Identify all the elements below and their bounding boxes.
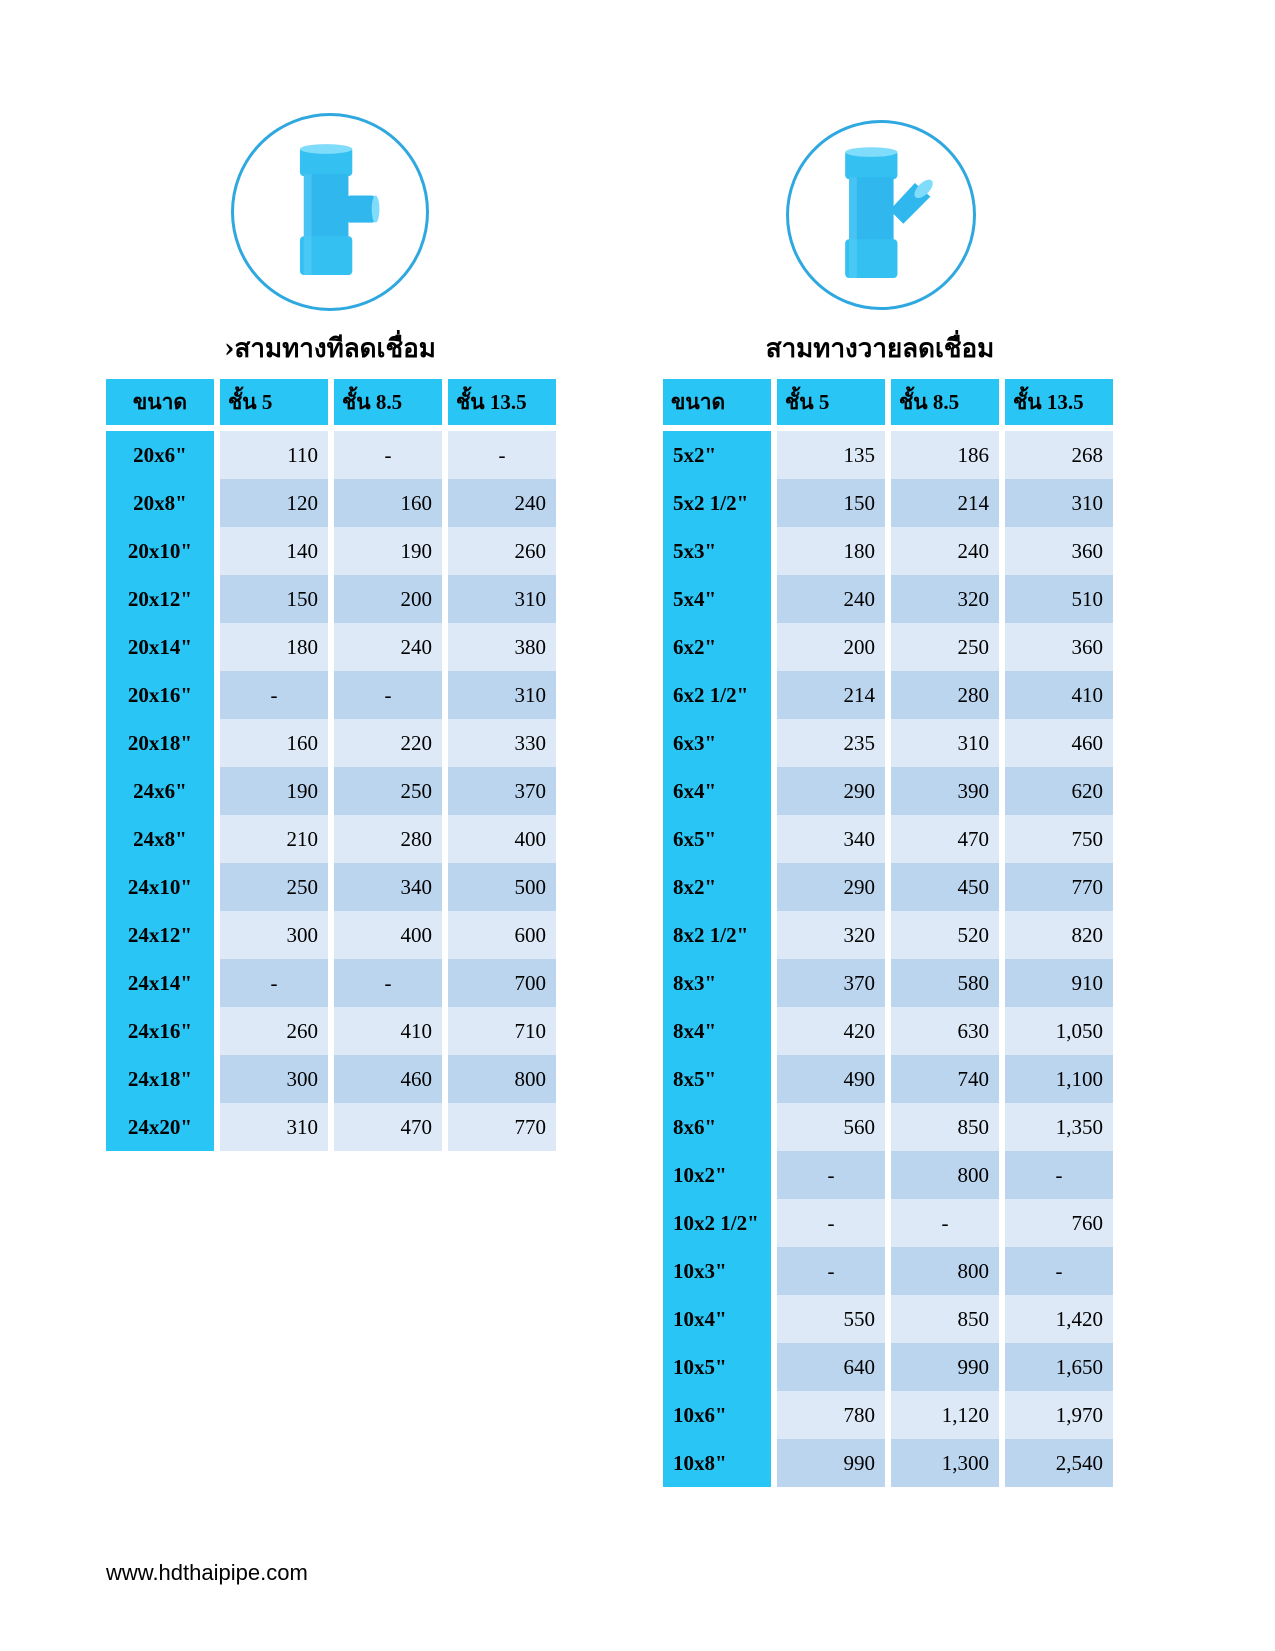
size-cell: 6x2 1/2" (663, 671, 771, 719)
price-cell: 310 (1005, 479, 1113, 527)
table-row (106, 767, 556, 815)
column-header: ชั้น 8.5 (891, 379, 999, 431)
price-cell: - (334, 959, 442, 1007)
price-cell: 1,120 (891, 1391, 999, 1439)
price-cell: 190 (220, 767, 328, 815)
reducing-wye-price-table (657, 379, 1119, 1487)
price-cell: 370 (448, 767, 556, 815)
price-cell: 450 (891, 863, 999, 911)
price-cell: - (777, 1247, 885, 1295)
price-cell: 260 (448, 527, 556, 575)
table-row (106, 959, 556, 1007)
size-cell: 24x20" (106, 1103, 214, 1151)
price-cell: 135 (777, 431, 885, 479)
price-cell: 290 (777, 863, 885, 911)
price-cell: 250 (220, 863, 328, 911)
size-cell: 6x2" (663, 623, 771, 671)
price-cell: 800 (448, 1055, 556, 1103)
price-cell: 470 (891, 815, 999, 863)
size-cell: 6x4" (663, 767, 771, 815)
price-cell: 186 (891, 431, 999, 479)
size-cell: 10x5" (663, 1343, 771, 1391)
table-row (663, 863, 1113, 911)
price-cell: - (334, 431, 442, 479)
price-cell: 420 (777, 1007, 885, 1055)
price-cell: 410 (334, 1007, 442, 1055)
price-cell: - (220, 671, 328, 719)
price-cell: 910 (1005, 959, 1113, 1007)
size-cell: 10x6" (663, 1391, 771, 1439)
size-cell: 8x2" (663, 863, 771, 911)
price-cell: 770 (448, 1103, 556, 1151)
price-cell: 180 (220, 623, 328, 671)
price-cell: - (1005, 1247, 1113, 1295)
price-cell: 290 (777, 767, 885, 815)
table-row (663, 1151, 1113, 1199)
price-cell: 310 (448, 575, 556, 623)
price-cell: 150 (220, 575, 328, 623)
table-row (663, 1295, 1113, 1343)
price-cell: 280 (891, 671, 999, 719)
price-cell: 190 (334, 527, 442, 575)
size-cell: 8x6" (663, 1103, 771, 1151)
size-cell: 20x8" (106, 479, 214, 527)
price-cell: 110 (220, 431, 328, 479)
price-cell: 850 (891, 1103, 999, 1151)
size-cell: 20x6" (106, 431, 214, 479)
price-cell: 510 (1005, 575, 1113, 623)
size-cell: 24x16" (106, 1007, 214, 1055)
price-cell: 320 (777, 911, 885, 959)
left-table-title: ›สามทางทีลดเชื่อม (224, 334, 436, 364)
price-cell: 240 (777, 575, 885, 623)
price-cell: 700 (448, 959, 556, 1007)
price-cell: 780 (777, 1391, 885, 1439)
table-row (106, 671, 556, 719)
price-cell: 235 (777, 719, 885, 767)
price-cell: 140 (220, 527, 328, 575)
price-cell: 1,970 (1005, 1391, 1113, 1439)
price-cell: 1,100 (1005, 1055, 1113, 1103)
column-header: ขนาด (106, 379, 214, 431)
table-row (106, 623, 556, 671)
price-cell: 200 (777, 623, 885, 671)
table-row (106, 719, 556, 767)
size-cell: 8x5" (663, 1055, 771, 1103)
size-cell: 10x4" (663, 1295, 771, 1343)
price-cell: 380 (448, 623, 556, 671)
price-cell: - (1005, 1151, 1113, 1199)
table-header-row (106, 379, 556, 431)
price-cell: 310 (891, 719, 999, 767)
reducing-tee-price-table (100, 379, 562, 1151)
price-cell: 1,350 (1005, 1103, 1113, 1151)
size-cell: 5x3" (663, 527, 771, 575)
size-cell: 5x2 1/2" (663, 479, 771, 527)
right-table-title: สามทางวายลดเชื่อม (765, 334, 995, 364)
price-cell: - (220, 959, 328, 1007)
table-row (663, 767, 1113, 815)
size-cell: 20x12" (106, 575, 214, 623)
size-cell: 8x4" (663, 1007, 771, 1055)
price-cell: 600 (448, 911, 556, 959)
price-cell: 400 (334, 911, 442, 959)
table-row (106, 1103, 556, 1151)
price-cell: 770 (1005, 863, 1113, 911)
price-cell: 250 (891, 623, 999, 671)
column-header: ชั้น 13.5 (448, 379, 556, 431)
table-row (663, 1199, 1113, 1247)
table-row (106, 575, 556, 623)
price-cell: 760 (1005, 1199, 1113, 1247)
table-row (663, 527, 1113, 575)
price-cell: 1,650 (1005, 1343, 1113, 1391)
price-cell: - (777, 1199, 885, 1247)
table-row (106, 863, 556, 911)
price-cell: 340 (777, 815, 885, 863)
price-cell: - (777, 1151, 885, 1199)
table-row (663, 911, 1113, 959)
price-cell: 550 (777, 1295, 885, 1343)
size-cell: 24x14" (106, 959, 214, 1007)
table-row (663, 623, 1113, 671)
table-row (663, 959, 1113, 1007)
table-row (663, 719, 1113, 767)
table-row (106, 527, 556, 575)
price-cell: 360 (1005, 623, 1113, 671)
price-cell: 390 (891, 767, 999, 815)
price-cell: - (334, 671, 442, 719)
column-header: ขนาด (663, 379, 771, 431)
reducing-tee-icon (231, 113, 429, 311)
price-cell: 310 (220, 1103, 328, 1151)
size-cell: 20x16" (106, 671, 214, 719)
price-cell: 2,540 (1005, 1439, 1113, 1487)
price-cell: 250 (334, 767, 442, 815)
table-row (663, 1103, 1113, 1151)
price-cell: 560 (777, 1103, 885, 1151)
table-header-row (663, 379, 1113, 431)
price-cell: - (448, 431, 556, 479)
size-cell: 6x5" (663, 815, 771, 863)
table-row (663, 1055, 1113, 1103)
size-cell: 24x6" (106, 767, 214, 815)
size-cell: 24x8" (106, 815, 214, 863)
size-cell: 20x14" (106, 623, 214, 671)
reducing-wye-icon (786, 120, 976, 310)
price-cell: 500 (448, 863, 556, 911)
price-cell: 300 (220, 911, 328, 959)
price-cell: 750 (1005, 815, 1113, 863)
size-cell: 8x3" (663, 959, 771, 1007)
table-row (663, 575, 1113, 623)
price-cell: 200 (334, 575, 442, 623)
price-cell: 214 (777, 671, 885, 719)
table-row (663, 1247, 1113, 1295)
column-header: ชั้น 5 (220, 379, 328, 431)
price-cell: 800 (891, 1247, 999, 1295)
size-cell: 20x10" (106, 527, 214, 575)
price-cell: 1,420 (1005, 1295, 1113, 1343)
table-row (663, 1343, 1113, 1391)
table-row (663, 1439, 1113, 1487)
price-cell: 180 (777, 527, 885, 575)
price-cell: 120 (220, 479, 328, 527)
table-row (663, 671, 1113, 719)
price-cell: 160 (334, 479, 442, 527)
table-row (663, 815, 1113, 863)
size-cell: 10x8" (663, 1439, 771, 1487)
price-cell: 240 (891, 527, 999, 575)
price-cell: 820 (1005, 911, 1113, 959)
price-cell: 490 (777, 1055, 885, 1103)
price-cell: 370 (777, 959, 885, 1007)
price-cell: 1,300 (891, 1439, 999, 1487)
size-cell: 10x2" (663, 1151, 771, 1199)
price-cell: 268 (1005, 431, 1113, 479)
price-cell: 150 (777, 479, 885, 527)
table-row (106, 815, 556, 863)
price-cell: 620 (1005, 767, 1113, 815)
size-cell: 6x3" (663, 719, 771, 767)
price-cell: 220 (334, 719, 442, 767)
price-cell: 800 (891, 1151, 999, 1199)
price-cell: 240 (448, 479, 556, 527)
price-cell: 360 (1005, 527, 1113, 575)
column-header: ชั้น 13.5 (1005, 379, 1113, 431)
price-cell: 520 (891, 911, 999, 959)
table-row (663, 431, 1113, 479)
price-cell: 630 (891, 1007, 999, 1055)
price-cell: 580 (891, 959, 999, 1007)
price-cell: 460 (334, 1055, 442, 1103)
price-cell: 310 (448, 671, 556, 719)
price-cell: 640 (777, 1343, 885, 1391)
size-cell: 20x18" (106, 719, 214, 767)
price-cell: 240 (334, 623, 442, 671)
size-cell: 10x2 1/2" (663, 1199, 771, 1247)
size-cell: 24x10" (106, 863, 214, 911)
price-cell: 470 (334, 1103, 442, 1151)
size-cell: 10x3" (663, 1247, 771, 1295)
table-row (663, 1007, 1113, 1055)
price-cell: - (891, 1199, 999, 1247)
size-cell: 5x2" (663, 431, 771, 479)
table-row (106, 431, 556, 479)
price-cell: 850 (891, 1295, 999, 1343)
price-cell: 300 (220, 1055, 328, 1103)
website-url: www.hdthaipipe.com (106, 1560, 308, 1585)
price-cell: 330 (448, 719, 556, 767)
price-cell: 260 (220, 1007, 328, 1055)
price-cell: 320 (891, 575, 999, 623)
table-row (106, 479, 556, 527)
table-row (106, 1007, 556, 1055)
price-cell: 990 (891, 1343, 999, 1391)
price-cell: 1,050 (1005, 1007, 1113, 1055)
table-row (663, 1391, 1113, 1439)
table-row (106, 911, 556, 959)
price-cell: 210 (220, 815, 328, 863)
size-cell: 24x18" (106, 1055, 214, 1103)
price-cell: 740 (891, 1055, 999, 1103)
column-header: ชั้น 5 (777, 379, 885, 431)
price-cell: 460 (1005, 719, 1113, 767)
price-cell: 160 (220, 719, 328, 767)
price-cell: 990 (777, 1439, 885, 1487)
price-cell: 400 (448, 815, 556, 863)
price-cell: 710 (448, 1007, 556, 1055)
price-cell: 340 (334, 863, 442, 911)
price-cell: 410 (1005, 671, 1113, 719)
price-cell: 214 (891, 479, 999, 527)
size-cell: 5x4" (663, 575, 771, 623)
table-row (663, 479, 1113, 527)
column-header: ชั้น 8.5 (334, 379, 442, 431)
table-row (106, 1055, 556, 1103)
size-cell: 24x12" (106, 911, 214, 959)
size-cell: 8x2 1/2" (663, 911, 771, 959)
price-cell: 280 (334, 815, 442, 863)
